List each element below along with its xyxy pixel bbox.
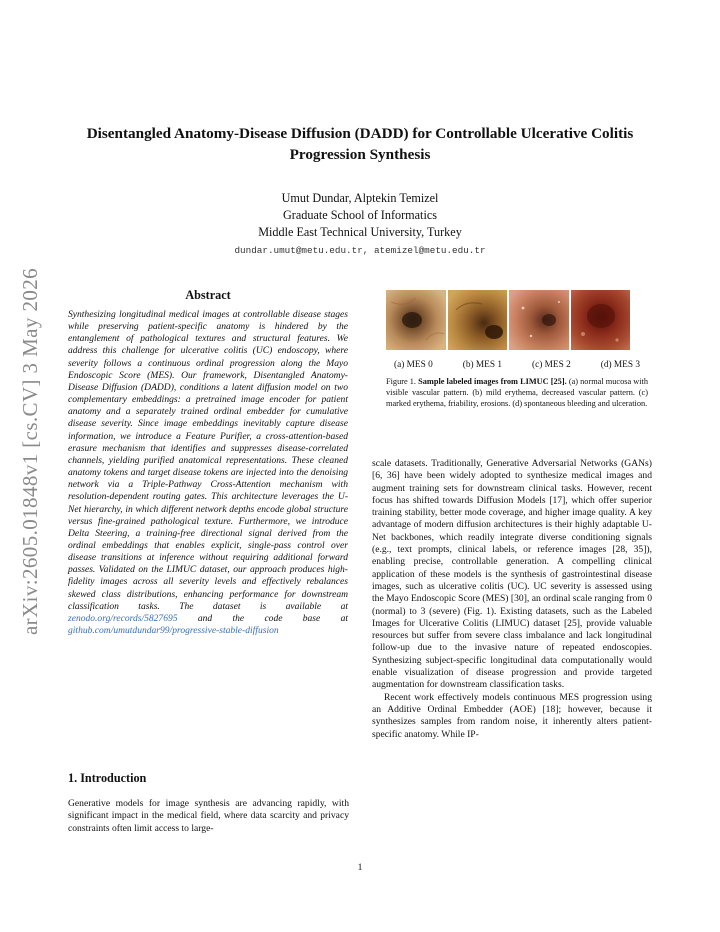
endoscopy-image-mes2 [509,290,569,350]
sublabel-d: (d) MES 3 [600,360,640,370]
author-emails: dundar.umut@metu.edu.tr, atemizel@metu.edu.tr [234,245,486,256]
endoscopy-image-mes3 [571,290,631,350]
right-paragraph-2: Recent work effectively models continuous MES progression using an Additive Ordinal Embedder (AOE) [18]; however, because it synthesizes samples from random noise, it inherently alters patient-specific anatomy. While IP- [372,691,652,740]
intro-text: Generative models for image synthesis are advancing rapidly, with significant impact in the medical field, where data scarcity and privacy constraints often limit access to large- [68,798,349,834]
caption-bold: Sample labeled images from LIMUC [25]. [418,377,567,386]
caption-rest: (a) normal mucosa with visible vascular pattern. (b) mild erythema, decreased vascular pattern. (c) marked erythema, friability, erosions. (d) spontaneous bleeding and ulceration. [386,377,649,409]
figure-images [386,290,648,350]
abstract-heading: Abstract [185,288,231,302]
abstract-text [68,309,348,637]
author-names: Umut Dundar, Alptekin Temizel [281,191,439,205]
sublabel-a: (a) MES 0 [394,360,433,370]
intro-heading: 1. Introduction [68,771,147,785]
paper-title: Disentangled Anatomy-Disease Diffusion (DADD) for Controllable Ulcerative Colitis Progression Synthesis [86,125,634,163]
figure-1 [386,290,648,409]
author-school: Graduate School of Informatics [283,208,437,222]
abstract-body: Synthesizing longitudinal medical images at controllable disease stages while preserving patient-specific anatomy is hindered by the entanglement of pathological textures and structural features. We address this challenge for ulcerative colitis (UC) endoscopy, where severity follows a continuous ordinal progression along the Mayo Endoscopic Score (MES). Our framework, Disentangled Anatomy-Disease Diffusion (DADD), conditions a latent diffusion model on two complementary embeddings: a pretrained image encoder for patient anatomy and a separately trained ordinal embedder for cumulative disease severity. Since image embeddings inevitably capture disease information, we introduce a Feature Purifier, a cross-attention-based erasure mechanism that identifies and suppresses disease-correlated channels, yielding purified anatomical representations. These cleaned anatomy tokens and target disease tokens are injected into the denoising network via a Triple-Pathway Cross-Attention mechanism with resolution-dependent routing gates. This architecture leverages the U-Net hierarchy, in which different network depths encode global structure versus fine-grained pathological texture. Furthermore, we introduce Delta Steering, a training-free directional signal derived from the ordinal embeddings that enables explicit, single-pass control over disease transitions at inference without requiring additional forward passes. Validated on the LIMUC dataset, our approach produces high-fidelity images across all severity levels and effectively rebalances skewed class distributions, enhancing performance for downstream classification tasks. The dataset is available at [68,309,348,612]
sublabel-c: (c) MES 2 [532,360,571,370]
sublabel-b: (b) MES 1 [462,360,502,370]
author-university: Middle East Technical University, Turkey [258,225,462,239]
figure-sublabels [386,360,648,370]
arxiv-id: arXiv:2605.01848v1 [cs.CV] 3 May 2026 [18,267,43,635]
figure-caption [386,376,648,409]
caption-prefix: Figure 1. [386,377,417,386]
dataset-link[interactable]: zenodo.org/records/5827695 [68,612,178,624]
endoscopy-image-mes1 [448,290,508,350]
endoscopy-image-mes0 [386,290,446,350]
arxiv-stamp [16,258,46,644]
right-column [372,458,652,741]
page-number: 1 [357,862,363,873]
abstract-mid: and the code base at [197,612,348,624]
right-paragraph-1: scale datasets. Traditionally, Generative Adversarial Networks (GANs) [6, 36] have been widely adopted to synthesize medical images and augment training sets for downstream clinical tasks. However, recent focus has shifted towards Diffusion Models [17], which offer superior training stability, better mode coverage, and higher image quality. A key advantage of modern diffusion architectures is their highly adaptable U-Net backbones, which readily integrate diverse conditioning signals (e.g., text prompts, clinical labels, or reference images [28, 35]), enabling precise, controllable generation. A compelling clinical application of these models is the synthesis of gastrointestinal disease images, such as ulcerative colitis (UC). UC severity is assessed using the Mayo Endoscopic Score (MES) [30], an ordinal scale ranging from 0 (normal) to 3 (severe) (Fig. 1). Existing datasets, such as the Labeled Images for Ulcerative Colitis (LIMUC) dataset [25], provide valuable resources but suffer from severe class imbalance and lack longitudinal follow-up due to the invasive nature of repeated endoscopies. Synthesizing subject-specific longitudinal data computationally would enable visualization of disease progression and provide targeted augmentation for downstream classification tasks. [372,458,652,691]
author-block [60,190,660,259]
code-link[interactable]: github.com/umutdundar99/progressive-stable-diffusion [68,625,279,637]
